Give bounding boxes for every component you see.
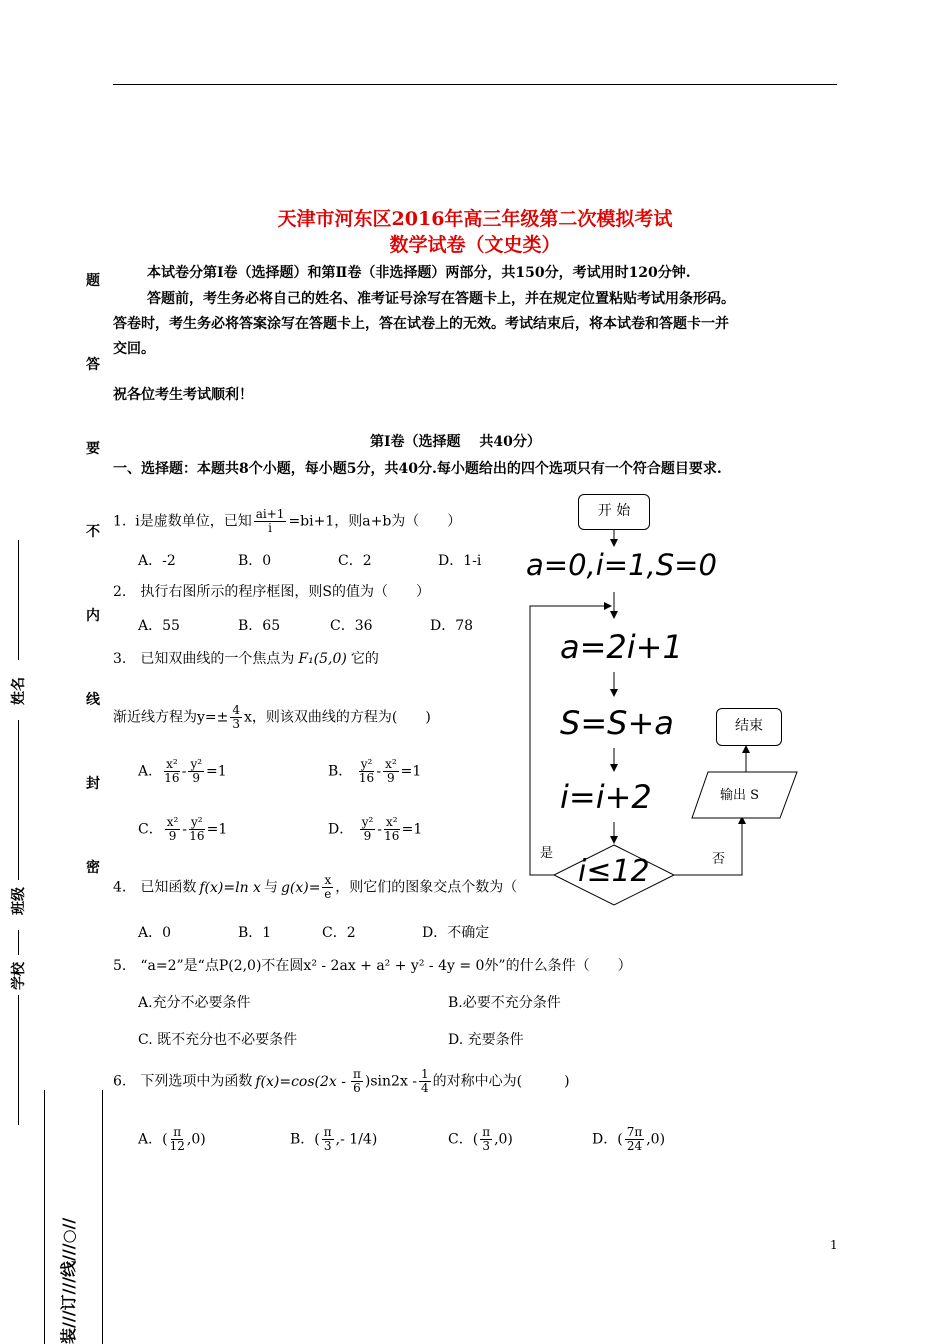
q2-option-c[interactable]: C．36 <box>330 618 373 634</box>
flow-end: 结束 <box>716 708 782 746</box>
wish-text: 祝各位考生考试顺利！ <box>113 387 253 403</box>
intro-line-1: 本试卷分第Ⅰ卷（选择题）和第Ⅱ卷（非选择题）两部分，共150分，考试用时120分钟. <box>147 265 691 281</box>
intro-line-4: 交回。 <box>113 341 155 357</box>
q4-option-d[interactable]: D．不确定 <box>422 925 490 941</box>
q3-option-a[interactable]: A． $\frac{\text{x²}}{16}$ - $\frac{\text{y²}}{9}$ =1 <box>138 757 227 785</box>
class-label: 班级 <box>11 887 27 915</box>
flow-step-2: S=S+a <box>560 704 674 742</box>
exam-title: 天津市河东区2016年高三年级第二次模拟考试 <box>277 208 673 230</box>
q5-option-b[interactable]: B.必要不充分条件 <box>448 995 561 1011</box>
flow-step-1: a=2i+1 <box>560 628 683 666</box>
margin-char-7: 封 <box>86 776 100 792</box>
q1-option-d[interactable]: D．1-i <box>438 553 482 569</box>
q2-option-d[interactable]: D．78 <box>430 618 474 634</box>
question-3-line-2: 渐近线方程为y=± $\frac{4}{3}$ x，则该双曲线的方程为( ) <box>113 703 431 731</box>
flow-start: 开 始 <box>578 494 650 530</box>
q2-option-b[interactable]: B．65 <box>238 618 281 634</box>
q3-option-c[interactable]: C． $\frac{\text{x²}}{9}$ - $\frac{\text{y²}}{16}$ =1 <box>138 815 228 843</box>
flow-step-3: i=i+2 <box>560 778 652 816</box>
margin-char-5: 内 <box>86 608 100 624</box>
q1-option-b[interactable]: B．0 <box>238 553 272 569</box>
question-3-line-1: 3. 已知双曲线的一个焦点为 F₁(5,0) 它的 <box>113 651 379 667</box>
q4-option-b[interactable]: B．1 <box>238 925 272 941</box>
flow-no-label: 否 <box>712 852 726 867</box>
intro-line-2: 答题前，考生务必将自己的姓名、准考证号涂写在答题卡上，并在规定位置粘贴考试用条形码。 <box>147 291 735 307</box>
q6-option-a[interactable]: A．( $\frac{\pi}{12}$ ,0) <box>138 1125 206 1153</box>
q3-option-d[interactable]: D． $\frac{\text{y²}}{9}$ - $\frac{\text{x²}}{16}$ =1 <box>328 815 423 843</box>
name-label: 姓名 <box>11 677 27 705</box>
q1-option-a[interactable]: A．-2 <box>138 553 176 569</box>
margin-char-6: 线 <box>86 692 100 708</box>
question-2: 2. 执行右图所示的程序框图，则S的值为（ ） <box>113 584 430 600</box>
q6-option-c[interactable]: C．( $\frac{\pi}{3}$ ,0) <box>448 1125 513 1153</box>
margin-char-8: 密 <box>86 860 100 876</box>
q5-option-a[interactable]: A.充分不必要条件 <box>138 995 251 1011</box>
school-label: 学校 <box>11 962 27 990</box>
margin-char-1: 题 <box>86 273 100 289</box>
intro-line-3: 答卷时，考生务必将答案涂写在答题卡上，答在试卷上的无效。考试结束后，将本试卷和答题卡一并 <box>113 316 729 332</box>
question-4: 4. 已知函数 f(x)=ln x 与 g(x)= $\frac{x}{e}$ ，则它们的图象交点个数为（ <box>113 873 518 901</box>
page-number: 1 <box>830 1238 838 1252</box>
flow-condition: i≤12 <box>578 854 650 889</box>
q1-option-c[interactable]: C．2 <box>338 553 372 569</box>
flow-init: a=0,i=1,S=0 <box>526 548 717 582</box>
seal-label: 装///订///线///○// <box>59 1217 78 1344</box>
question-1: 1. i是虚数单位，已知 $\frac{ai+1}{i}$ =bi+1，则a+b为（ ） <box>113 507 462 535</box>
q6-option-d[interactable]: D．( $\frac{7\pi}{24}$ ,0) <box>592 1125 666 1153</box>
q6-option-b[interactable]: B．( $\frac{\pi}{3}$ ,- 1/4) <box>290 1125 378 1153</box>
q4-option-c[interactable]: C．2 <box>322 925 356 941</box>
q4-option-a[interactable]: A．0 <box>138 925 172 941</box>
exam-subtitle: 数学试卷（文史类） <box>389 234 561 256</box>
q5-option-d[interactable]: D. 充要条件 <box>448 1032 524 1048</box>
margin-char-4: 不 <box>86 524 100 540</box>
flow-output: 输出 S <box>720 788 760 803</box>
question-5: 5. “a=2”是“点P(2,0)不在圆x² - 2ax + a² + y² - 4y = 0外”的什么条件（ ） <box>113 958 632 974</box>
q5-option-c[interactable]: C. 既不充分也不必要条件 <box>138 1032 298 1048</box>
q2-option-a[interactable]: A．55 <box>138 618 180 634</box>
q3-option-b[interactable]: B． $\frac{\text{y²}}{16}$ - $\frac{\text{x²}}{9}$ =1 <box>328 757 422 785</box>
flow-yes-label: 是 <box>540 846 554 861</box>
section-instruction: 一、选择题：本题共8个小题，每小题5分，共40分.每小题给出的四个选项只有一个符合题目要求. <box>113 461 722 477</box>
margin-char-3: 要 <box>86 441 100 457</box>
section-title: 第Ⅰ卷（选择题 共40分） <box>370 434 541 450</box>
margin-char-2: 答 <box>86 357 100 373</box>
question-6: 6. 下列选项中为函数 f(x)=cos(2x - $\frac{\pi}{6}$ )sin2x - $\frac{1}{4}$ 的对称中心为( ) <box>113 1067 570 1095</box>
